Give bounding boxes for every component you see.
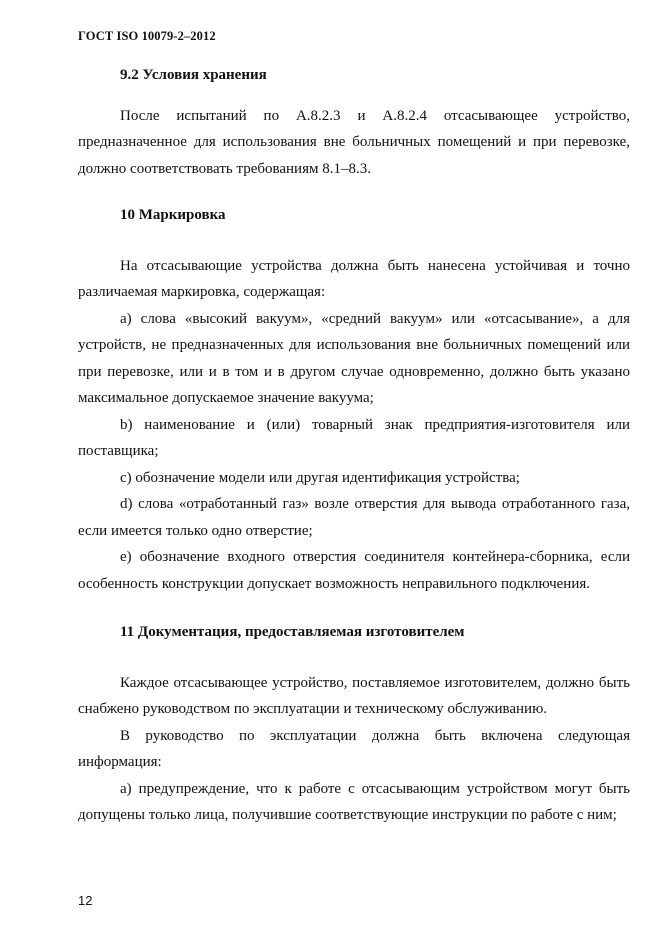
section-11-paragraph-2: В руководство по эксплуатации должна быть включена следующая информация:: [78, 727, 630, 770]
section-10-item-d: d) слова «отработанный газ» возле отверстия для вывода отработанного газа, если имеется только одно отверстие;: [78, 496, 630, 539]
page-number: 12: [78, 893, 93, 908]
section-10-item-c: с) обозначение модели или другая идентификация устройства;: [120, 469, 520, 486]
section-11-title: 11 Документация, предоставляемая изготовителем: [120, 624, 465, 640]
standard-code-header: ГОСТ ISO 10079-2–2012: [78, 29, 216, 43]
section-10-intro: На отсасывающие устройства должна быть нанесена устойчивая и точно различаемая маркировка, содержащая:: [78, 257, 630, 300]
section-9-2-paragraph: После испытаний по А.8.2.3 и А.8.2.4 отсасывающее устройство, предназначенное для использования вне больничных помещений и при перевозке, должно соответствовать требованиям 8.1–8.3.: [78, 107, 630, 177]
section-10-title: 10 Маркировка: [120, 207, 226, 223]
document-body: [78, 62, 630, 829]
section-10-item-b: b) наименование и (или) товарный знак предприятия-изготовителя или поставщика;: [78, 416, 630, 459]
section-10-item-a: а) слова «высокий вакуум», «средний вакуум» или «отсасывание», а для устройств, не предназначенных для использования вне больничных помещений или при перевозке, или и в том и в другом случае одновременно, должно быть указано максимальное допускаемое значение вакуума;: [78, 310, 630, 406]
section-11-paragraph-1: Каждое отсасывающее устройство, поставляемое изготовителем, должно быть снабжено руководством по эксплуатации и техническому обслуживанию.: [78, 674, 630, 717]
section-10-item-e: е) обозначение входного отверстия соединителя контейнера-сборника, если особенность конструкции допускает возможность неправильного подключения.: [78, 549, 630, 592]
section-9-2-title: 9.2 Условия хранения: [120, 67, 267, 83]
section-11-item-a: а) предупреждение, что к работе с отсасывающим устройством могут быть допущены только лица, получившие соответствующие инструкции по работе с ним;: [78, 780, 630, 823]
